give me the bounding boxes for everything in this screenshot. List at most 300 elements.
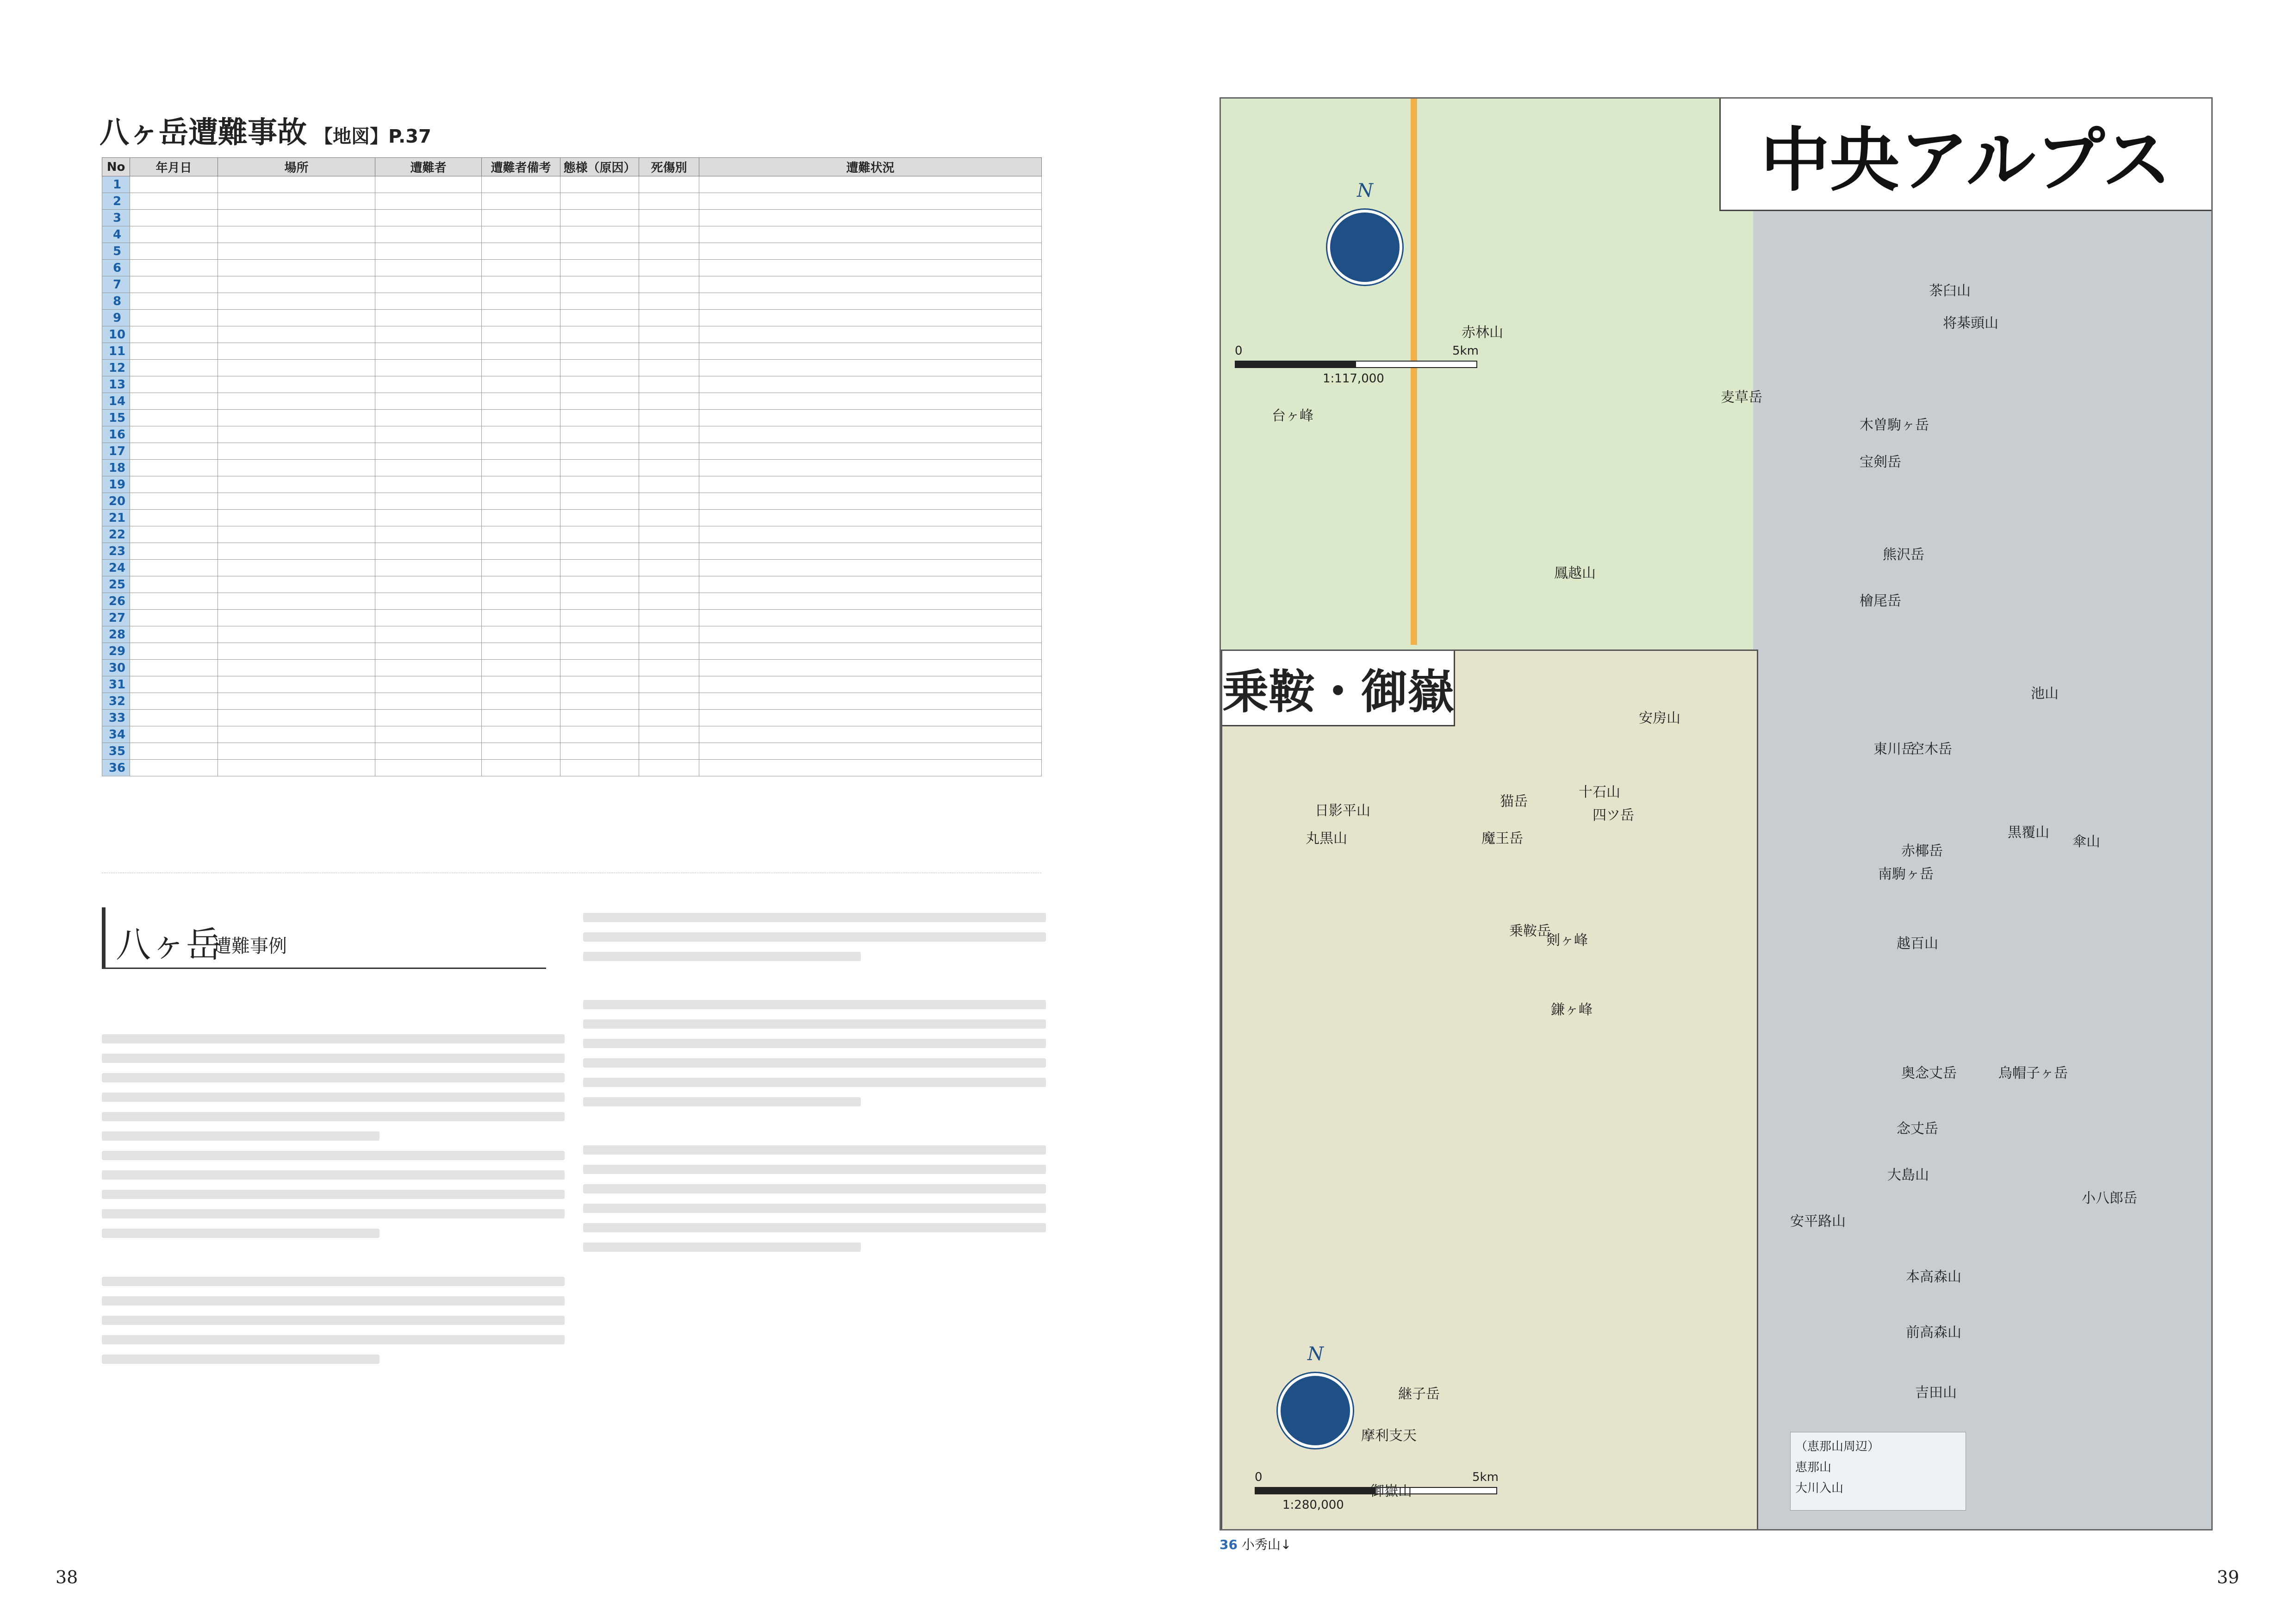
table-cell-placeholder	[639, 360, 699, 376]
table-cell-placeholder	[218, 560, 375, 576]
table-row	[102, 243, 1042, 260]
peak-label: 檜尾岳	[1860, 593, 1901, 609]
peak-label: 本高森山	[1906, 1269, 1961, 1285]
table-row	[102, 543, 1042, 560]
table-cell-placeholder	[375, 293, 482, 310]
row-number: 34	[102, 726, 130, 743]
table-cell-placeholder	[130, 743, 218, 760]
table-row	[102, 376, 1042, 393]
table-cell-placeholder	[699, 610, 1042, 626]
table-cell-placeholder	[699, 226, 1042, 243]
table-cell-placeholder	[699, 460, 1042, 476]
table-row	[102, 510, 1042, 526]
table-cell-placeholder	[699, 176, 1042, 193]
table-cell-placeholder	[639, 226, 699, 243]
table-cell-placeholder	[699, 393, 1042, 410]
table-cell-placeholder	[560, 260, 639, 276]
table-cell-placeholder	[482, 176, 560, 193]
table-cell-placeholder	[699, 293, 1042, 310]
table-cell-placeholder	[482, 526, 560, 543]
table-cell-placeholder	[639, 676, 699, 693]
table-row	[102, 726, 1042, 743]
table-cell-placeholder	[130, 576, 218, 593]
col-header: No	[102, 158, 130, 176]
row-number: 26	[102, 593, 130, 610]
table-cell-placeholder	[560, 243, 639, 260]
table-cell-placeholder	[375, 310, 482, 326]
table-cell-placeholder	[639, 376, 699, 393]
table-cell-placeholder	[482, 493, 560, 510]
table-cell-placeholder	[560, 676, 639, 693]
table-cell-placeholder	[130, 643, 218, 660]
peak-label: 茶臼山	[1929, 283, 1971, 299]
table-cell-placeholder	[639, 260, 699, 276]
table-cell-placeholder	[699, 243, 1042, 260]
table-row	[102, 210, 1042, 226]
table-cell-placeholder	[699, 326, 1042, 343]
row-number: 3	[102, 210, 130, 226]
table-cell-placeholder	[375, 593, 482, 610]
case-heading-placeholder	[102, 1006, 565, 1024]
peak-label: 黒覆山	[2008, 824, 2049, 841]
table-cell-placeholder	[699, 710, 1042, 726]
row-number: 12	[102, 360, 130, 376]
table-cell-placeholder	[375, 576, 482, 593]
peak-label: 鳳越山	[1554, 565, 1596, 581]
map	[1220, 97, 2213, 1530]
table-cell-placeholder	[639, 176, 699, 193]
table-cell-placeholder	[218, 510, 375, 526]
table-cell-placeholder	[560, 626, 639, 643]
table-cell-placeholder	[560, 360, 639, 376]
row-number: 22	[102, 526, 130, 543]
table-cell-placeholder	[639, 193, 699, 210]
row-number: 18	[102, 460, 130, 476]
table-cell-placeholder	[218, 710, 375, 726]
case-heading-placeholder	[102, 1248, 565, 1267]
table-cell-placeholder	[218, 410, 375, 426]
table-cell-placeholder	[639, 526, 699, 543]
table-cell-placeholder	[130, 193, 218, 210]
table-cell-placeholder	[218, 460, 375, 476]
table-cell-placeholder	[218, 443, 375, 460]
table-cell-placeholder	[699, 576, 1042, 593]
table-cell-placeholder	[560, 310, 639, 326]
table-cell-placeholder	[130, 626, 218, 643]
table-cell-placeholder	[218, 193, 375, 210]
table-cell-placeholder	[130, 693, 218, 710]
row-number: 2	[102, 193, 130, 210]
table-cell-placeholder	[482, 393, 560, 410]
row-number: 29	[102, 643, 130, 660]
table-cell-placeholder	[699, 543, 1042, 560]
inset-title-box	[1222, 651, 1455, 726]
table-row	[102, 743, 1042, 760]
table-cell-placeholder	[699, 193, 1042, 210]
table-cell-placeholder	[560, 660, 639, 676]
table-cell-placeholder	[482, 510, 560, 526]
table-cell-placeholder	[482, 360, 560, 376]
table-cell-placeholder	[482, 193, 560, 210]
table-cell-placeholder	[482, 543, 560, 560]
case-heading-placeholder	[583, 1117, 1046, 1135]
section-title: 八ヶ岳	[116, 924, 221, 965]
table-cell-placeholder	[218, 310, 375, 326]
peak-label: 四ツ岳	[1593, 807, 1634, 824]
row-number: 13	[102, 376, 130, 393]
peak-label: 越百山	[1897, 936, 1938, 952]
table-cell-placeholder	[482, 443, 560, 460]
table-cell-placeholder	[560, 526, 639, 543]
table-cell-placeholder	[130, 510, 218, 526]
row-number: 27	[102, 610, 130, 626]
table-cell-placeholder	[482, 326, 560, 343]
table-cell-placeholder	[560, 326, 639, 343]
table-cell-placeholder	[639, 593, 699, 610]
peak-label: 木曽駒ヶ岳	[1860, 417, 1929, 433]
peak-label: 吉田山	[1915, 1385, 1957, 1401]
table-cell-placeholder	[560, 210, 639, 226]
col-header: 場所	[218, 158, 375, 176]
table-cell-placeholder	[482, 310, 560, 326]
table-cell-placeholder	[482, 260, 560, 276]
peak-label: 十石山	[1579, 784, 1620, 800]
table-cell-placeholder	[375, 460, 482, 476]
peak-label: 宝剣岳	[1860, 454, 1901, 470]
row-number: 16	[102, 426, 130, 443]
peak-label: 継子岳	[1398, 1386, 1440, 1402]
north-label: N	[1357, 180, 1373, 201]
table-cell-placeholder	[375, 226, 482, 243]
row-number: 30	[102, 660, 130, 676]
peak-label: 赤林山	[1462, 325, 1503, 341]
table-cell-placeholder	[130, 710, 218, 726]
scale-length: 5km	[1472, 1470, 1499, 1484]
col-header: 遭難者	[375, 158, 482, 176]
peak-label: 日影平山	[1315, 803, 1370, 819]
table-cell-placeholder	[218, 360, 375, 376]
table-cell-placeholder	[699, 476, 1042, 493]
peak-label: 大島山	[1887, 1167, 1929, 1183]
table-cell-placeholder	[639, 310, 699, 326]
table-cell-placeholder	[482, 410, 560, 426]
peak-label: 台ヶ峰	[1272, 408, 1313, 424]
peak-label: 猫岳	[1500, 793, 1528, 810]
table-cell-placeholder	[560, 460, 639, 476]
map-title-box	[1719, 99, 2211, 211]
page-number: 38	[56, 1567, 78, 1587]
table-cell-placeholder	[699, 310, 1042, 326]
table-row	[102, 260, 1042, 276]
table-cell-placeholder	[130, 460, 218, 476]
table-cell-placeholder	[375, 476, 482, 493]
table-cell-placeholder	[130, 493, 218, 510]
table-cell-placeholder	[639, 460, 699, 476]
below-map-text: 小秀山↓	[1241, 1537, 1292, 1552]
table-cell-placeholder	[639, 626, 699, 643]
table-cell-placeholder	[482, 210, 560, 226]
table-row	[102, 693, 1042, 710]
table-cell-placeholder	[375, 193, 482, 210]
table-cell-placeholder	[130, 676, 218, 693]
table-cell-placeholder	[560, 693, 639, 710]
table-cell-placeholder	[130, 343, 218, 360]
table-cell-placeholder	[130, 260, 218, 276]
table-row	[102, 560, 1042, 576]
table-cell-placeholder	[218, 576, 375, 593]
page-number: 39	[2217, 1567, 2240, 1587]
map-title: 中央アルプス	[1760, 120, 2172, 201]
table-row	[102, 193, 1042, 210]
table-cell-placeholder	[130, 293, 218, 310]
north-label: N	[1307, 1343, 1324, 1365]
table-cell-placeholder	[130, 443, 218, 460]
table-cell-placeholder	[560, 643, 639, 660]
table-cell-placeholder	[375, 326, 482, 343]
table-cell-placeholder	[218, 226, 375, 243]
mountain-relief	[1753, 210, 2211, 1529]
row-number: 28	[102, 626, 130, 643]
table-cell-placeholder	[218, 743, 375, 760]
row-number: 31	[102, 676, 130, 693]
table-cell-placeholder	[218, 626, 375, 643]
table-cell-placeholder	[560, 560, 639, 576]
table-cell-placeholder	[375, 493, 482, 510]
table-cell-placeholder	[639, 693, 699, 710]
peak-label: 魔王岳	[1481, 831, 1523, 847]
table-cell-placeholder	[699, 660, 1042, 676]
table-cell-placeholder	[218, 243, 375, 260]
table-cell-placeholder	[218, 726, 375, 743]
table-row	[102, 593, 1042, 610]
peak-label: 安房山	[1639, 710, 1680, 726]
table-cell-placeholder	[560, 476, 639, 493]
table-cell-placeholder	[699, 376, 1042, 393]
table-cell-placeholder	[130, 226, 218, 243]
legend-row: 大川入山	[1795, 1481, 1844, 1495]
table-cell-placeholder	[639, 326, 699, 343]
table-row	[102, 393, 1042, 410]
table-cell-placeholder	[218, 343, 375, 360]
table-cell-placeholder	[639, 660, 699, 676]
peak-label: 烏帽子ヶ岳	[1998, 1065, 2068, 1081]
scale-length: 5km	[1452, 344, 1479, 358]
table-cell-placeholder	[482, 726, 560, 743]
peak-label: 池山	[2031, 686, 2059, 702]
table-cell-placeholder	[218, 693, 375, 710]
table-cell-placeholder	[375, 743, 482, 760]
table-cell-placeholder	[375, 676, 482, 693]
table-cell-placeholder	[218, 660, 375, 676]
row-number: 4	[102, 226, 130, 243]
table-cell-placeholder	[560, 593, 639, 610]
table-cell-placeholder	[375, 693, 482, 710]
table-cell-placeholder	[130, 543, 218, 560]
table-cell-placeholder	[639, 560, 699, 576]
peak-label: 丸黒山	[1306, 831, 1347, 847]
table-row	[102, 426, 1042, 443]
table-row	[102, 326, 1042, 343]
table-cell-placeholder	[639, 443, 699, 460]
peak-label: 念丈岳	[1897, 1121, 1938, 1137]
peak-label: 東川岳	[1873, 741, 1915, 757]
table-row	[102, 610, 1042, 626]
row-number: 20	[102, 493, 130, 510]
table-cell-placeholder	[218, 760, 375, 776]
legend-box	[1790, 1432, 1966, 1511]
table-cell-placeholder	[560, 743, 639, 760]
section-subtitle: 遭難事例	[213, 936, 287, 957]
table-cell-placeholder	[130, 276, 218, 293]
table-cell-placeholder	[218, 676, 375, 693]
table-cell-placeholder	[699, 510, 1042, 526]
table-cell-placeholder	[699, 760, 1042, 776]
table-cell-placeholder	[482, 460, 560, 476]
peak-label: 熊沢岳	[1883, 547, 1924, 563]
narrative-column-2	[583, 903, 1046, 1262]
row-number: 21	[102, 510, 130, 526]
table-cell-placeholder	[130, 726, 218, 743]
table-cell-placeholder	[560, 343, 639, 360]
table-cell-placeholder	[560, 576, 639, 593]
table-cell-placeholder	[560, 726, 639, 743]
peak-label: 鎌ヶ峰	[1551, 1002, 1593, 1018]
section-heading	[102, 907, 546, 969]
table-cell-placeholder	[639, 610, 699, 626]
table-cell-placeholder	[130, 410, 218, 426]
table-cell-placeholder	[482, 593, 560, 610]
table-row	[102, 410, 1042, 426]
scale-bar	[1235, 344, 1479, 386]
table-row	[102, 526, 1042, 543]
table-cell-placeholder	[130, 476, 218, 493]
table-cell-placeholder	[482, 376, 560, 393]
row-number: 19	[102, 476, 130, 493]
table-header-row	[102, 158, 1042, 176]
title-text: 八ヶ岳遭難事故	[100, 116, 307, 150]
row-number: 5	[102, 243, 130, 260]
table-cell-placeholder	[482, 743, 560, 760]
table-cell-placeholder	[699, 743, 1042, 760]
table-cell-placeholder	[482, 276, 560, 293]
table-cell-placeholder	[639, 726, 699, 743]
right-page	[1148, 0, 2296, 1624]
table-cell-placeholder	[482, 693, 560, 710]
table-cell-placeholder	[130, 210, 218, 226]
compass-icon	[1327, 180, 1402, 285]
table-cell-placeholder	[560, 376, 639, 393]
row-number: 33	[102, 710, 130, 726]
table-cell-placeholder	[375, 610, 482, 626]
table-cell-placeholder	[375, 426, 482, 443]
table-cell-placeholder	[560, 610, 639, 626]
table-cell-placeholder	[130, 376, 218, 393]
table-cell-placeholder	[375, 210, 482, 226]
section-bar	[102, 907, 106, 968]
table-cell-placeholder	[699, 210, 1042, 226]
table-cell-placeholder	[218, 426, 375, 443]
peak-label: 麦草岳	[1721, 389, 1762, 406]
table-cell-placeholder	[130, 310, 218, 326]
table-cell-placeholder	[560, 276, 639, 293]
table-cell-placeholder	[560, 426, 639, 443]
table-cell-placeholder	[560, 226, 639, 243]
table-cell-placeholder	[130, 176, 218, 193]
table-cell-placeholder	[560, 710, 639, 726]
table-cell-placeholder	[218, 210, 375, 226]
table-cell-placeholder	[699, 643, 1042, 660]
table-cell-placeholder	[218, 593, 375, 610]
table-cell-placeholder	[560, 193, 639, 210]
table-row	[102, 660, 1042, 676]
table-cell-placeholder	[375, 626, 482, 643]
table-row	[102, 310, 1042, 326]
table-cell-placeholder	[639, 510, 699, 526]
table-cell-placeholder	[218, 293, 375, 310]
table-cell-placeholder	[639, 493, 699, 510]
table-cell-placeholder	[375, 760, 482, 776]
table-cell-placeholder	[130, 360, 218, 376]
row-number: 1	[102, 176, 130, 193]
table-cell-placeholder	[560, 293, 639, 310]
table-cell-placeholder	[639, 426, 699, 443]
table-cell-placeholder	[639, 210, 699, 226]
table-cell-placeholder	[218, 276, 375, 293]
table-cell-placeholder	[699, 493, 1042, 510]
table-cell-placeholder	[639, 760, 699, 776]
row-number: 17	[102, 443, 130, 460]
peak-label: 赤椰岳	[1901, 843, 1943, 859]
col-header: 遭難状況	[699, 158, 1042, 176]
col-header: 年月日	[130, 158, 218, 176]
table-row	[102, 676, 1042, 693]
table-row	[102, 176, 1042, 193]
table-cell-placeholder	[560, 543, 639, 560]
compass-icon	[1278, 1343, 1353, 1448]
table-cell-placeholder	[699, 343, 1042, 360]
table-row	[102, 443, 1042, 460]
table-cell-placeholder	[699, 560, 1042, 576]
table-cell-placeholder	[639, 343, 699, 360]
table-cell-placeholder	[560, 393, 639, 410]
table-cell-placeholder	[218, 543, 375, 560]
table-cell-placeholder	[130, 526, 218, 543]
table-cell-placeholder	[130, 660, 218, 676]
below-map-note	[1220, 1535, 1291, 1553]
peak-label: 安平路山	[1790, 1213, 1846, 1230]
table-cell-placeholder	[699, 726, 1042, 743]
table-cell-placeholder	[560, 493, 639, 510]
peak-label: 剣ヶ峰	[1546, 932, 1588, 949]
table-cell-placeholder	[482, 610, 560, 626]
peak-label: 南駒ヶ岳	[1878, 866, 1934, 882]
table-cell-placeholder	[375, 393, 482, 410]
table-cell-placeholder	[130, 593, 218, 610]
table-cell-placeholder	[699, 626, 1042, 643]
table-cell-placeholder	[375, 726, 482, 743]
peak-label: 空木岳	[1910, 741, 1952, 757]
table-cell-placeholder	[218, 260, 375, 276]
table-cell-placeholder	[560, 760, 639, 776]
table-cell-placeholder	[482, 343, 560, 360]
peak-label: 傘山	[2072, 834, 2100, 850]
col-header: 死傷別	[639, 158, 699, 176]
inset-title: 乗鞍・御嶽	[1222, 665, 1454, 719]
row-number: 36	[102, 760, 130, 776]
peak-label: 奥念丈岳	[1901, 1065, 1957, 1081]
table-cell-placeholder	[130, 560, 218, 576]
case-heading-placeholder	[583, 971, 1046, 990]
